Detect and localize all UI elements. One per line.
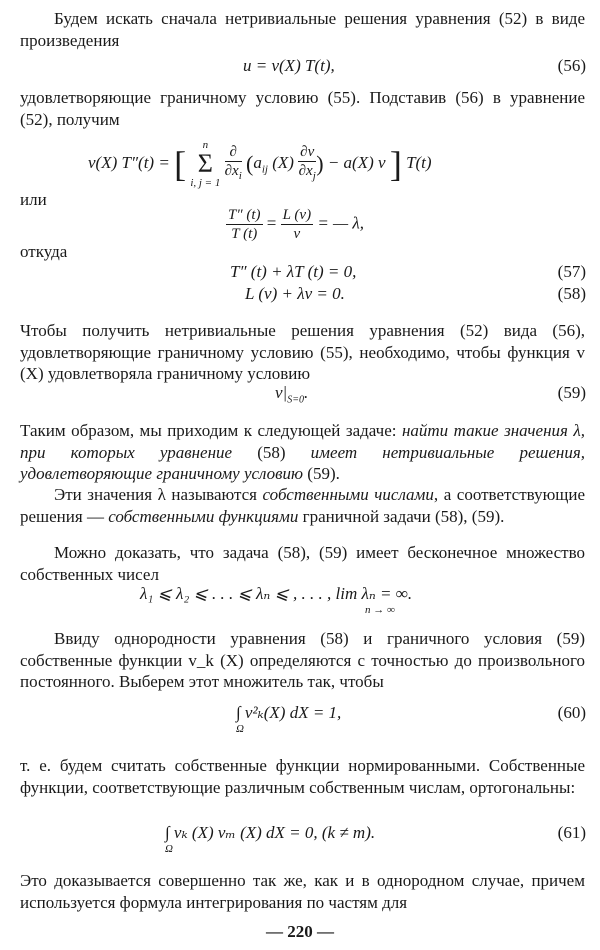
- equation-61-sub: Ω: [165, 843, 173, 855]
- sum-bottom: i, j = 1: [190, 177, 221, 190]
- paragraph-1: Будем искать сначала нетривиальные решения уравнения (52) в виде произведения: [20, 9, 585, 50]
- equation-57-formula: T″ (t) + λT (t) = 0,: [230, 262, 357, 281]
- equation-ratio: $\frac{T'' (t)}{T (t)}$ = $\frac{L (v)}{v}$ = — λ,: [228, 207, 365, 242]
- equation-57-number: (57): [557, 262, 586, 281]
- ratio-num-2: L (v): [282, 207, 312, 223]
- equation-58-number: (58): [557, 284, 586, 303]
- paragraph-9: Это доказывается совершенно так же, как и в однородном случае, причем используется формула интегрирования по частям для: [20, 871, 585, 912]
- equation-61-number: (61): [557, 823, 586, 842]
- equation-60-sub: Ω: [236, 723, 244, 735]
- equation-main: [0, 133, 600, 193]
- equation-61-formula: ∫ vₖ (X) vₘ (X) dX = 0, (k ≠ m).: [165, 823, 376, 842]
- word-ili: или: [20, 190, 47, 209]
- partial-den: ∂x: [224, 163, 239, 180]
- partial-derivative: $\frac{\partial}{\partial x_i}$: [224, 144, 242, 183]
- ratio-den-2: v: [293, 226, 301, 242]
- equation-59-formula: v|: [275, 383, 288, 402]
- dv-den: ∂x: [298, 163, 313, 180]
- ratio-den-1: T (t): [231, 226, 258, 242]
- page-number: — 220 —: [266, 922, 334, 941]
- ratio-tail: = — λ,: [317, 213, 365, 233]
- ratio-num-1: T″ (t): [228, 207, 261, 223]
- paragraph-5: Эти значения λ называются собственными числами, а соответствующие решения — собственными функциями граничной задачи (58), (59).: [20, 485, 586, 526]
- dv-fraction: $\frac{\partial v}{\partial x_j}$: [298, 144, 316, 183]
- equation-56-number: (56): [557, 56, 586, 75]
- word-otkuda: откуда: [20, 242, 68, 261]
- a-ij: a: [253, 153, 262, 172]
- equation-60-formula: ∫ v²ₖ(X) dX = 1,: [236, 703, 342, 722]
- document-page: Будем искать сначала нетривиальные решения уравнения (52) в виде произведения u = v(X) T(t), (56) удовлетворяющие граничному условию (55). Подставив (56) в уравнение (52), получим v(X) T″(t) = [ n Σ i, j = 1 $\frac{\partial}{\partial x_i}$ ($a_{ij}$ (X) $\frac{\partial v}{\partial x_j}$ ) − a(X) v ] T(t) или $\frac{T'' (t)}{T (t)}$ = $\frac{L (v)}{v}$ = — λ, откуда T″ (t) + λT (t) = 0, (57) L (v) + λv = 0. (58) Чтобы получить нетривиальные решения уравнения (52) вида (56), удовлетворяющие граничному условию (55), необходимо, чтобы функция v (X) удовлетворяла граничному условию $v|_{S=0}$. (59) Таким образом, мы приходим к следующей задаче: найти такие значения λ, при которых уравнение (58) имеет нетривиальные решения, удовлетворяющие граничному условию (59). Эти значения λ называются собственными числами, а соответствующие решения — собственными функциями граничной задачи (58), (59). Можно доказать, что задача (58), (59) имеет бесконечное множество собственных чисел λ₁ ⩽ λ₂ ⩽ . . . ⩽ λₙ ⩽ , . . . , lim λₙ = ∞. n → ∞ Ввиду однородности уравнения (58) и граничного условия (59) собственные функции v_k (X) определяются с точностью до произвольного постоянного. Выберем этот множитель так, чтобы ∫ v²ₖ(X) dX = 1, Ω (60) т. е. будем считать собственные функции нормированными. Собственные функции, соответствующие различным собственным числам, ортогональны: ∫ vₖ (X) vₘ (X) dX = 0, (k ≠ m). Ω (61) Это доказывается совершенно так же, как и в однородном случае, причем используется формула интегрирования по частям для — 220 —: [0, 0, 600, 950]
- a-ij-sub: ij: [261, 163, 268, 176]
- eq-main-tail: T(t): [406, 153, 432, 172]
- sigma-icon: Σ: [197, 149, 213, 179]
- left-paren: (: [246, 151, 254, 177]
- partial-num: ∂: [225, 143, 242, 162]
- paragraph-4: Таким образом, мы приходим к следующей задаче: найти такие значения λ, при которых уравнение (58) имеет нетривиальные решения, удовлетворяющие граничному условию (59).: [20, 421, 585, 483]
- paragraph-8: т. е. будем считать собственные функции нормированными. Собственные функции, соответствующие различным собственным числам, ортогональны:: [20, 756, 585, 797]
- equation-main-formula: [88, 133, 432, 199]
- equation-59-number: (59): [557, 383, 586, 402]
- equation-56-formula: u = v(X) T(t),: [243, 56, 335, 75]
- sum-top: n: [202, 139, 209, 152]
- equation-60-number: (60): [557, 703, 586, 722]
- right-bracket: ]: [389, 144, 402, 185]
- eq-main-lhs: v(X) T″(t) =: [88, 153, 175, 172]
- left-bracket: [: [174, 144, 187, 185]
- equation-59-sub: S=0: [287, 394, 304, 406]
- paragraph-3: Чтобы получить нетривиальные решения уравнения (52) вида (56), удовлетворяющие граничному условию (55), необходимо, чтобы функция v (X) удовлетворяла граничному условию: [20, 321, 585, 383]
- right-paren: ): [316, 151, 324, 177]
- a-ij-arg: (X): [272, 153, 294, 172]
- eq-main-rest: − a(X) v: [327, 153, 386, 172]
- equation-lambda-lim-sub: n → ∞: [365, 604, 395, 616]
- dv-num: ∂v: [300, 144, 315, 161]
- paragraph-6: Можно доказать, что задача (58), (59) имеет бесконечное множество собственных чисел: [20, 543, 585, 584]
- equation-58-formula: L (v) + λv = 0.: [245, 284, 345, 303]
- sum-symbol: [190, 138, 220, 190]
- paragraph-7: Ввиду однородности уравнения (58) и граничного условия (59) собственные функции v_k (X) определяются с точностью до произвольного постоянного. Выберем этот множитель так, чтобы: [20, 629, 585, 691]
- paragraph-2: удовлетворяющие граничному условию (55). Подставив (56) в уравнение (52), получим: [20, 88, 585, 129]
- equation-lambda-formula: λ₁ ⩽ λ₂ ⩽ . . . ⩽ λₙ ⩽ , . . . , lim λₙ = ∞.: [140, 584, 413, 603]
